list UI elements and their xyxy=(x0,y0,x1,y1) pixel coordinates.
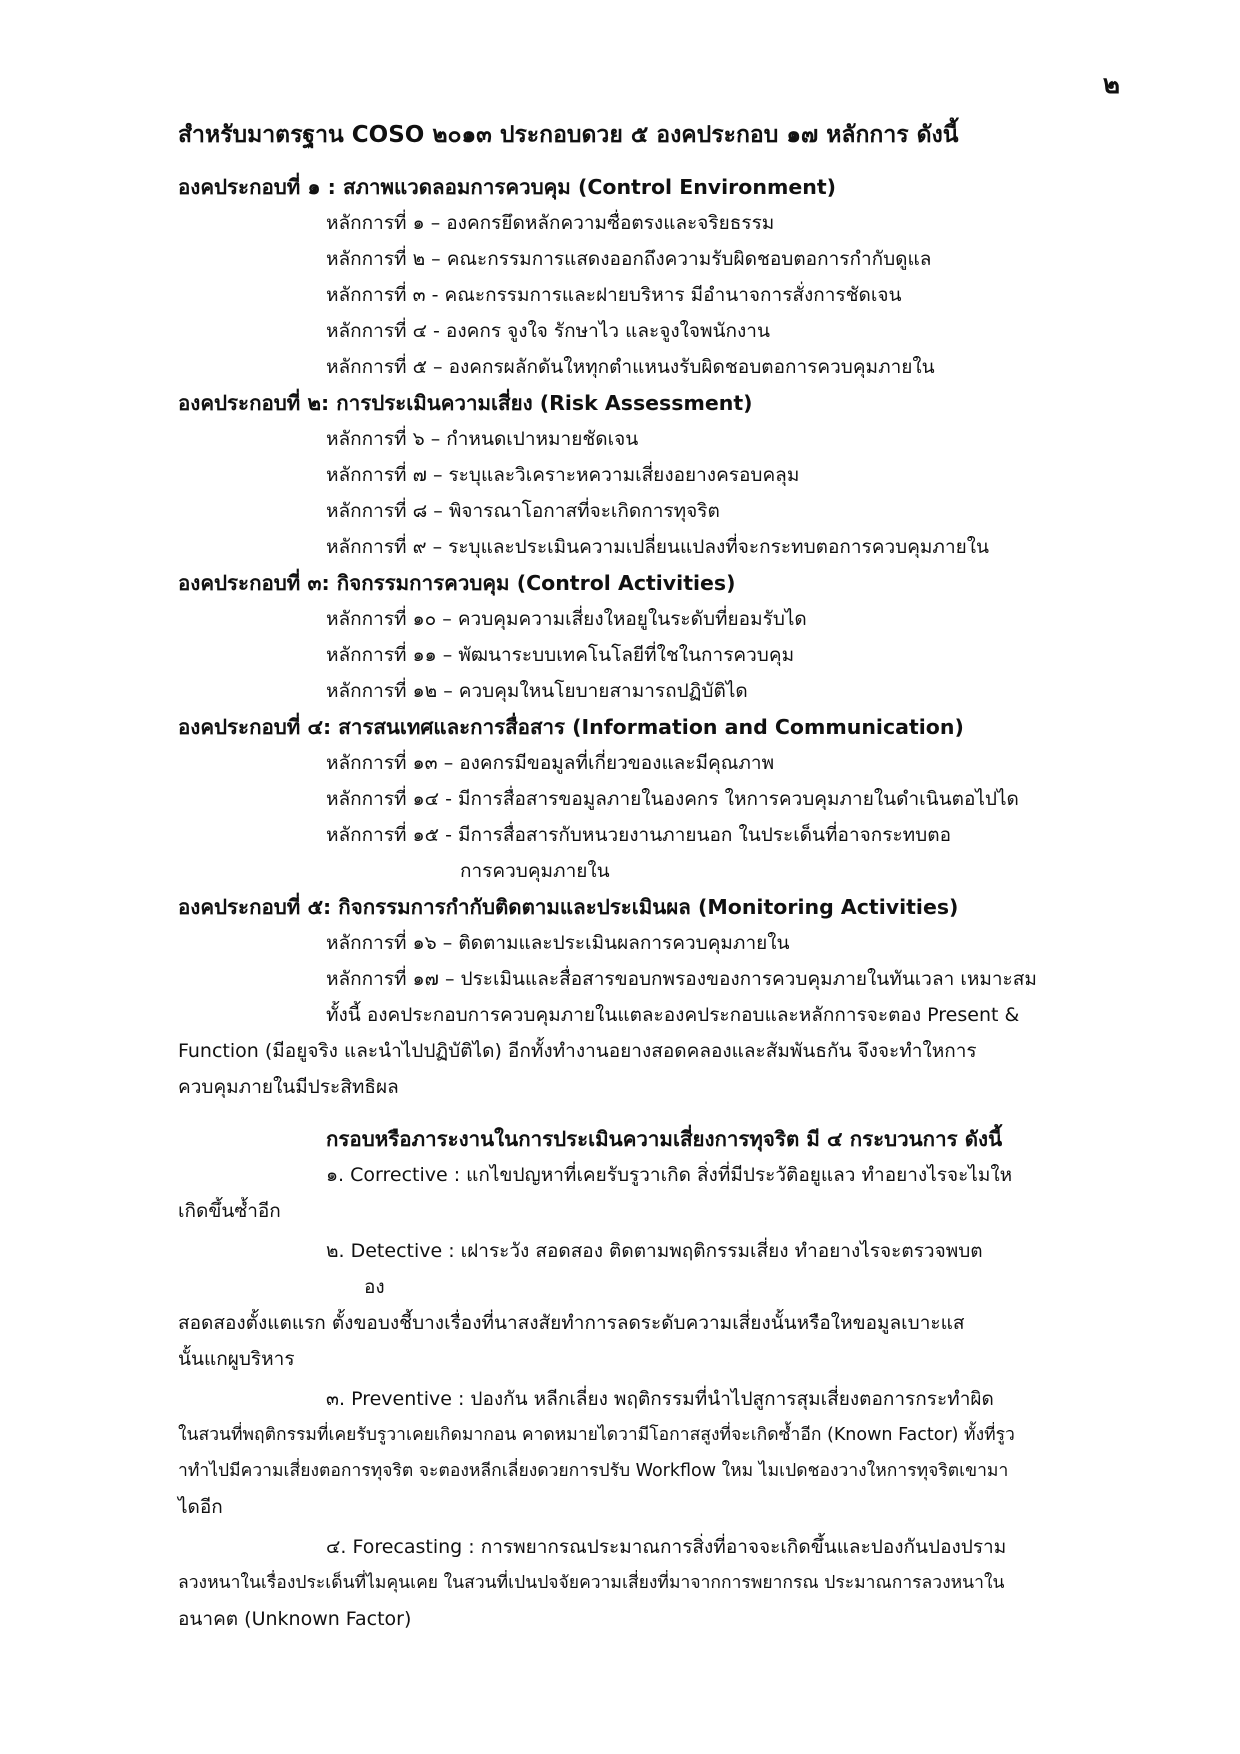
item-4-line-2: ลวงหนาในเรื่องประเด็นที่ไมคุนเคย ในสวนที่เปนปจจัยความเสี่ยงที่มาจากการพยากรณ ประมาณการลวงหนาใน xyxy=(178,1573,1005,1593)
principle-5: หลักการที่ ๕ – องคกรผลักดันใหทุกตำแหนงรับผิดชอบตอการควบคุมภายใน xyxy=(326,356,935,378)
page-number: ๒ xyxy=(1102,70,1120,100)
component-3-heading: องคประกอบที่ ๓: กิจกรรมการควบคุม (Control Activities) xyxy=(178,571,736,595)
framework-heading: กรอบหรือภาระงานในการประเมินความเสี่ยงการทุจริต มี ๔ กระบวนการ ดังนี้ xyxy=(326,1127,1003,1151)
document-title: สำหรับมาตรฐาน COSO ๒๐๑๓ ประกอบดวย ๕ องคประกอบ ๑๗ หลักการ ดังนี้ xyxy=(178,122,959,148)
summary-line-3: ควบคุมภายในมีประสิทธิผล xyxy=(178,1076,399,1098)
principle-9: หลักการที่ ๙ – ระบุและประเมินความเปลี่ยนแปลงที่จะกระทบตอการควบคุมภายใน xyxy=(326,536,990,558)
principle-6: หลักการที่ ๖ – กำหนดเปาหมายชัดเจน xyxy=(326,428,639,450)
principle-7: หลักการที่ ๗ – ระบุและวิเคราะหความเสี่ยงอยางครอบคลุม xyxy=(326,464,800,486)
principle-13: หลักการที่ ๑๓ – องคกรมีขอมูลที่เกี่ยวของและมีคุณภาพ xyxy=(326,752,775,774)
principle-2: หลักการที่ ๒ – คณะกรรมการแสดงออกถึงความรับผิดชอบตอการกำกับดูแล xyxy=(326,248,932,270)
component-4-heading: องคประกอบที่ ๔: สารสนเทศและการสื่อสาร (Information and Communication) xyxy=(178,715,964,739)
component-5-heading: องคประกอบที่ ๕: กิจกรรมการกำกับติดตามและประเมินผล (Monitoring Activities) xyxy=(178,895,959,919)
principle-17: หลักการที่ ๑๗ – ประเมินและสื่อสารขอบกพรองของการควบคุมภายในทันเวลา เหมาะสม xyxy=(326,968,1037,990)
item-3-line-3: าทำไปมีความเสี่ยงตอการทุจริต จะตองหลีกเลี่ยงดวยการปรับ Workflow ใหม ไมเปดชองวางใหการทุจริตเขามา xyxy=(178,1461,1009,1481)
item-2-line-1: ๒. Detective : เฝาระวัง สอดสอง ติดตามพฤติกรรมเสี่ยง ทำอยางไรจะตรวจพบต xyxy=(326,1240,983,1262)
principle-11: หลักการที่ ๑๑ – พัฒนาระบบเทคโนโลยีที่ใชในการควบคุม xyxy=(326,644,795,666)
principle-14: หลักการที่ ๑๔ - มีการสื่อสารขอมูลภายในองคกร ใหการควบคุมภายในดำเนินตอไปได xyxy=(326,788,1019,810)
item-2-line-2: อง xyxy=(364,1276,385,1298)
item-1-line-1: ๑. Corrective : แกไขปญหาที่เคยรับรูวาเกิด สิ่งที่มีประวัติอยูแลว ทำอยางไรจะไมให xyxy=(326,1164,1013,1186)
item-4-line-1: ๔. Forecasting : การพยากรณประมาณการสิ่งที่อาจจะเกิดขึ้นและปองกันปองปราม xyxy=(326,1536,1007,1558)
summary-line-2: Function (มีอยูจริง และนำไปปฏิบัติได) อีกทั้งทำงานอยางสอดคลองและสัมพันธกัน จึงจะทำใหการ xyxy=(178,1040,977,1062)
principle-1: หลักการที่ ๑ – องคกรยึดหลักความซื่อตรงและจริยธรรม xyxy=(326,212,775,234)
principle-8: หลักการที่ ๘ – พิจารณาโอกาสที่จะเกิดการทุจริต xyxy=(326,500,720,522)
principle-15: หลักการที่ ๑๕ - มีการสื่อสารกับหนวยงานภายนอก ในประเด็นที่อาจกระทบตอ xyxy=(326,824,951,846)
component-1-heading: องคประกอบที่ ๑ : สภาพแวดลอมการควบคุม (Control Environment) xyxy=(178,175,837,199)
principle-10: หลักการที่ ๑๐ – ควบคุมความเสี่ยงใหอยูในระดับที่ยอมรับได xyxy=(326,608,807,630)
summary-line-1: ทั้งนี้ องคประกอบการควบคุมภายในแตละองคประกอบและหลักการจะตอง Present & xyxy=(326,1004,1020,1026)
principle-3: หลักการที่ ๓ - คณะกรรมการและฝายบริหาร มีอำนาจการสั่งการชัดเจน xyxy=(326,284,902,306)
item-3-line-1: ๓. Preventive : ปองกัน หลีกเลี่ยง พฤติกรรมที่นำไปสูการสุมเสี่ยงตอการกระทำผิด xyxy=(326,1388,994,1410)
principle-12: หลักการที่ ๑๒ – ควบคุมใหนโยบายสามารถปฏิบัติได xyxy=(326,680,748,702)
item-1-line-2: เกิดขึ้นซ้ำอีก xyxy=(178,1200,281,1222)
item-3-line-4: ไดอีก xyxy=(178,1496,223,1518)
item-3-line-2: ในสวนที่พฤติกรรมที่เคยรับรูวาเคยเกิดมากอน คาดหมายไดวามีโอกาสสูงที่จะเกิดซ้ำอีก (Known Factor) ทั้งที่รูว xyxy=(178,1425,1015,1445)
item-2-line-3: สอดสองตั้งแตแรก ตั้งขอบงชี้บางเรื่องที่นาสงสัยทำการลดระดับความเสี่ยงนั้นหรือใหขอมูลเบาะแส xyxy=(178,1312,965,1334)
item-4-line-3: อนาคต (Unknown Factor) xyxy=(178,1608,412,1630)
principle-16: หลักการที่ ๑๖ – ติดตามและประเมินผลการควบคุมภายใน xyxy=(326,932,790,954)
principle-15-continuation: การควบคุมภายใน xyxy=(460,860,610,882)
item-2-line-4: นั้นแกผูบริหาร xyxy=(178,1348,295,1370)
component-2-heading: องคประกอบที่ ๒: การประเมินความเสี่ยง (Risk Assessment) xyxy=(178,391,753,415)
principle-4: หลักการที่ ๔ - องคกร จูงใจ รักษาไว และจูงใจพนักงาน xyxy=(326,320,770,342)
